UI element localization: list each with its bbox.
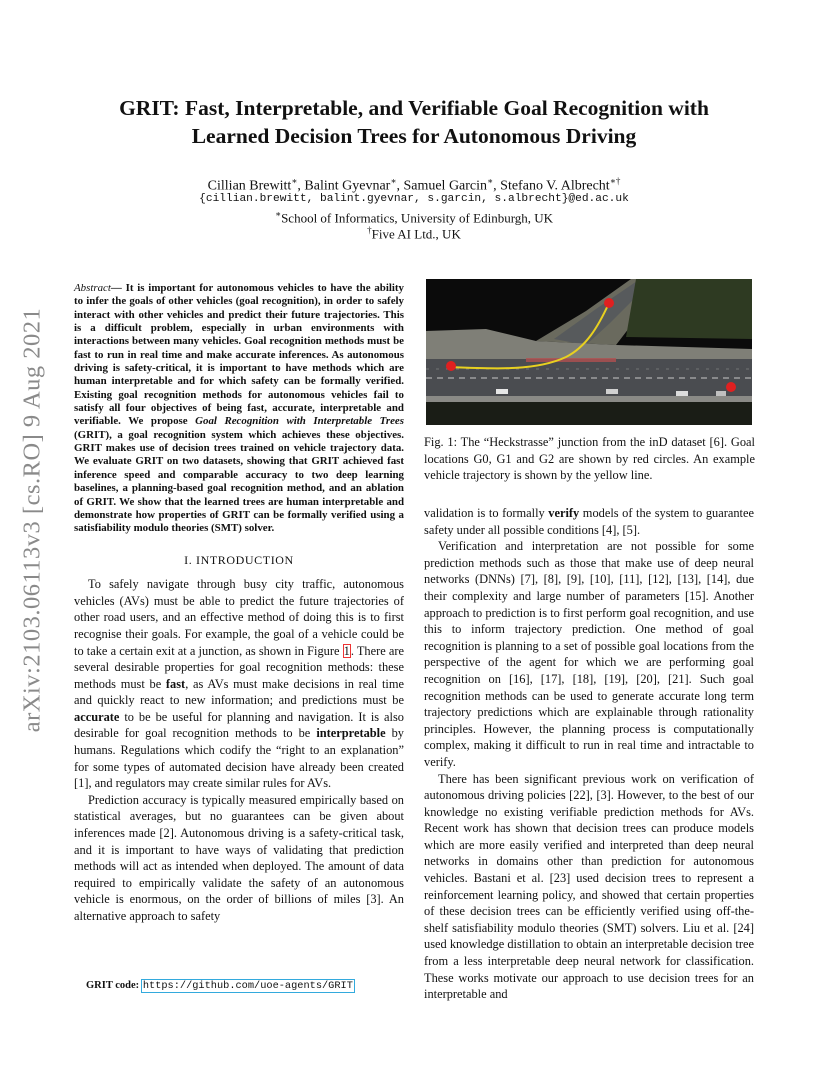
affiliation-mark: † [367, 225, 372, 235]
code-footnote [86, 979, 354, 993]
affiliation-2 [80, 222, 748, 242]
bold-term: verify [548, 506, 580, 520]
affiliation-text: Five AI Ltd., UK [371, 226, 461, 242]
arxiv-identifier [10, 290, 54, 750]
figure-caption: Fig. 1: The “Heckstrasse” junction from the inD dataset [6]. Goal locations G0, G1 and G2 are shown by red circles. An example vehicle trajectory is shown by the yellow line. [424, 435, 755, 483]
parked-car [676, 391, 688, 396]
intro-paragraph-2: Prediction accuracy is typically measured empirically based on statistical averages, but no guarantees can be given about inferences made [2]. Autonomous driving is a safety-critical task, and it is important to have ways of validating that prediction methods will act as intended when deployed. The amount of data required to empirically validate the safety of an autonomous vehicle is enormous, on the order of billions of miles [3]. An alternative approach to safety [74, 792, 404, 923]
parked-car [496, 389, 508, 394]
affiliation-text: School of Informatics, University of Edinburgh, UK [281, 210, 554, 226]
abstract-text: (GRIT), a goal recognition system which achieves these objectives. GRIT makes use of decision trees trained on vehicle trajectory data. We evaluate GRIT on two datasets, showing that GRIT achieved fast inference speed and comparable accuracy to two deep learning baselines, a planning-based goal recognition method, and an ablation of GRIT. We show that the learned trees are human interpretable and demonstrate how properties of GRIT can be formally verified using a satisfiability modulo theories (SMT) solver. [74, 428, 404, 535]
parked-car [716, 391, 726, 396]
bold-term: fast [165, 676, 186, 691]
right-paragraph-2: Verification and interpretation are not possible for some prediction methods such as those that make use of deep neural networks (DNNs) [7], [8], [9], [10], [11], [12], [13], [14], due their complexity and large number of parameters [15]. Another approach to prediction is to first perform goal recognition, and use this to inform trajectory prediction. One method of goal recognition is planning to a set of possible goal locations from the perspective of the agent for which we are performing goal recognition on [16], [17], [18], [19], [20], [21]. Such goal recognition methods can be used to generate accurate long term trajectory predictions which are explainable through rationality principles. However, the planning process is computationally complex, making it difficult to run in real time and intractable to verify. [424, 539, 754, 769]
body-text: to be be useful for planning and navigation. It is also desirable for goal recognition methods to be [74, 709, 404, 741]
intro-paragraph-1 [74, 576, 404, 792]
arxiv-identifier-text: arXiv:2103.06113v3 [cs.RO] 9 Aug 2021 [18, 307, 46, 733]
body-text: , as AVs must make decisions in real time and quickly react to new information; and predictions must be [74, 676, 404, 708]
body-text: . There are several desirable properties for goal recognition methods: these methods must be [74, 643, 404, 691]
top-right-trees [626, 279, 752, 339]
affiliation-mark: ∗ [274, 209, 282, 219]
goal-marker [446, 361, 456, 371]
title-line-1: GRIT: Fast, Interpretable, and Verifiable Goal Recognition with [119, 96, 709, 120]
section-heading: I. INTRODUCTION [184, 552, 294, 567]
right-paragraph-3: There has been significant previous work on verification of autonomous driving policies [22], [3]. However, to the best of our knowledge no existing verifiable prediction methods for AVs. Recent work has shown that decision trees can produce models which are more easily verified and interpreted than deep neural networks in domains other than prediction for autonomous vehicles. Bastani et al. [23] used decision trees to represent a reinforcement learning policy, and showed that certain properties of these decision trees can be efficiently verified using off-the-shelf satisfiability modulo theories (SMT) solvers. Liu et al. [24] used knowledge distillation to obtain an interpretable decision tree from a less interpretable deep neural network for classification. These works motivate our approach to use decision trees for an interpretable and [424, 771, 754, 1002]
body-text: models of the system to guarantee safety under all possible conditions [4], [5]. [424, 506, 754, 537]
body-text: by humans. Regulations which codify the “right to an explanation” for some types of automated decision have already been created [1], and regulators may create similar rules for AVs. [74, 726, 404, 791]
author-name: Samuel Garcin [403, 178, 488, 194]
right-column [424, 505, 754, 1003]
bold-term: accurate [74, 709, 120, 724]
author-name: Stefano V. Albrecht [500, 178, 610, 194]
abstract-dash: — [110, 282, 126, 294]
parked-car [606, 389, 618, 394]
abstract [74, 282, 404, 536]
goal-marker [604, 298, 614, 308]
author-mark: ∗ [390, 176, 397, 186]
author-mark: ∗ [291, 176, 298, 186]
code-url-link[interactable]: https://github.com/uoe-agents/GRIT [142, 980, 353, 992]
author-mark: ∗ [487, 176, 494, 186]
sidewalk-bottom [426, 396, 752, 402]
author-list: Cillian Brewitt∗, Balint Gyevnar∗, Samuel Garcin∗, Stefano V. Albrecht∗† [207, 176, 621, 194]
junction-aerial-image [426, 279, 752, 425]
paper-title [80, 94, 748, 150]
figure-link[interactable]: 1 [343, 643, 350, 658]
author-name: Cillian Brewitt [207, 178, 292, 194]
right-paragraph-1 [424, 505, 754, 538]
author-mark: ∗† [609, 176, 621, 186]
body-text: To safely navigate through busy city traffic, autonomous vehicles (AVs) must be able to predict the future trajectories of other road users, and an effective method of doing this is to first recognise their goals. For example, the goal of a vehicle could be to take a certain exit at a junction, as shown in Figure [74, 577, 404, 658]
abstract-italic-text: Goal Recognition with Interpretable Trees [195, 415, 404, 428]
crosswalk [526, 358, 616, 362]
abstract-label: Abstract [74, 282, 111, 294]
title-line-2: Learned Decision Trees for Autonomous Driving [191, 124, 637, 148]
left-column [74, 282, 404, 925]
author-emails: {cillian.brewitt, balint.gyevnar, s.garcin, s.albrecht}@ed.ac.uk [199, 193, 629, 205]
author-name: Balint Gyevnar [304, 178, 391, 194]
abstract-text: It is important for autonomous vehicles to have the ability to infer the goals of other vehicles (goal recognition), in order to safely interact with other vehicles and predict their future trajectories. This is a difficult problem, especially in urban environments with interactions between many vehicles. Goal recognition methods must be fast to run in real time and make accurate inferences. As autonomous driving is safety-critical, it is important to have methods which are human interpretable and for which safety can be formally verified. Existing goal recognition methods for autonomous vehicles fail to satisfy all four objectives of being fast, accurate, interpretable and verifiable. We propose [74, 282, 404, 428]
body-text: validation is to formally [424, 506, 549, 520]
junction-aerial-figure [426, 279, 752, 425]
bold-term: interpretable [316, 726, 386, 741]
code-label: GRIT code: [86, 980, 140, 991]
goal-marker [726, 382, 736, 392]
